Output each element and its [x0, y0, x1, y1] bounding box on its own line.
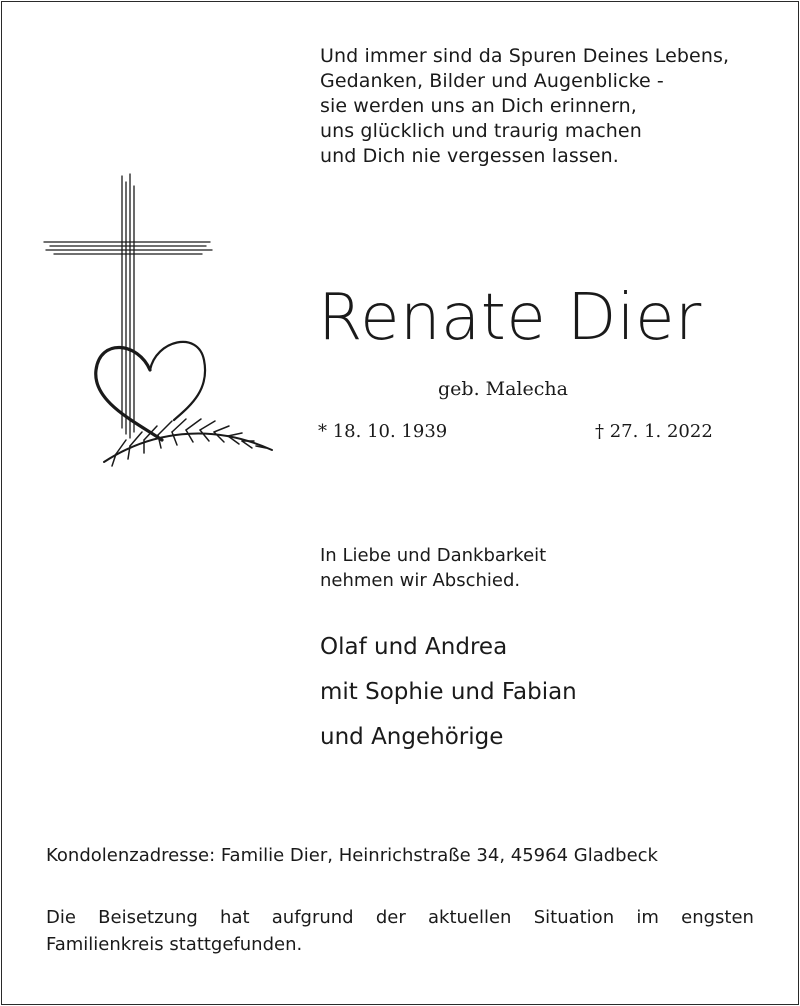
mourner-line: Olaf und Andrea — [320, 634, 508, 660]
burial-notice — [46, 904, 754, 958]
maiden-name: geb. Malecha — [438, 378, 568, 400]
poem-line: Und immer sind da Spuren Deines Lebens, — [320, 45, 730, 67]
cross-heart-palm-icon — [40, 170, 280, 480]
burial-word: im — [636, 907, 659, 928]
farewell-line: In Liebe und Dankbarkeit — [320, 545, 547, 566]
deceased-name: Renate Dier — [318, 281, 702, 355]
death-date: † 27. 1. 2022 — [595, 421, 713, 442]
farewell-line: nehmen wir Abschied. — [320, 570, 521, 591]
burial-word: Situation — [533, 907, 615, 928]
poem-line: uns glücklich und traurig machen — [320, 120, 642, 142]
burial-word: der — [375, 907, 406, 928]
burial-word: Die — [46, 907, 76, 928]
mourner-line: und Angehörige — [320, 724, 504, 750]
poem-line: und Dich nie vergessen lassen. — [320, 145, 619, 167]
mourners-list — [320, 625, 577, 760]
birth-date: * 18. 10. 1939 — [318, 421, 448, 442]
burial-line-1 — [46, 904, 754, 931]
burial-word: Beisetzung — [98, 907, 198, 928]
burial-word: aktuellen — [427, 907, 512, 928]
mourner-line: mit Sophie und Fabian — [320, 679, 577, 705]
memorial-poem — [320, 44, 780, 169]
burial-word: hat — [220, 907, 250, 928]
poem-line: Gedanken, Bilder und Augenblicke - — [320, 70, 664, 92]
poem-line: sie werden uns an Dich erinnern, — [320, 95, 637, 117]
burial-line-2: Familienkreis stattgefunden. — [46, 934, 303, 955]
burial-word: engsten — [681, 907, 754, 928]
burial-word: aufgrund — [271, 907, 354, 928]
condolence-address: Kondolenzadresse: Familie Dier, Heinrichstraße 34, 45964 Gladbeck — [46, 845, 658, 866]
farewell-text — [320, 543, 546, 593]
